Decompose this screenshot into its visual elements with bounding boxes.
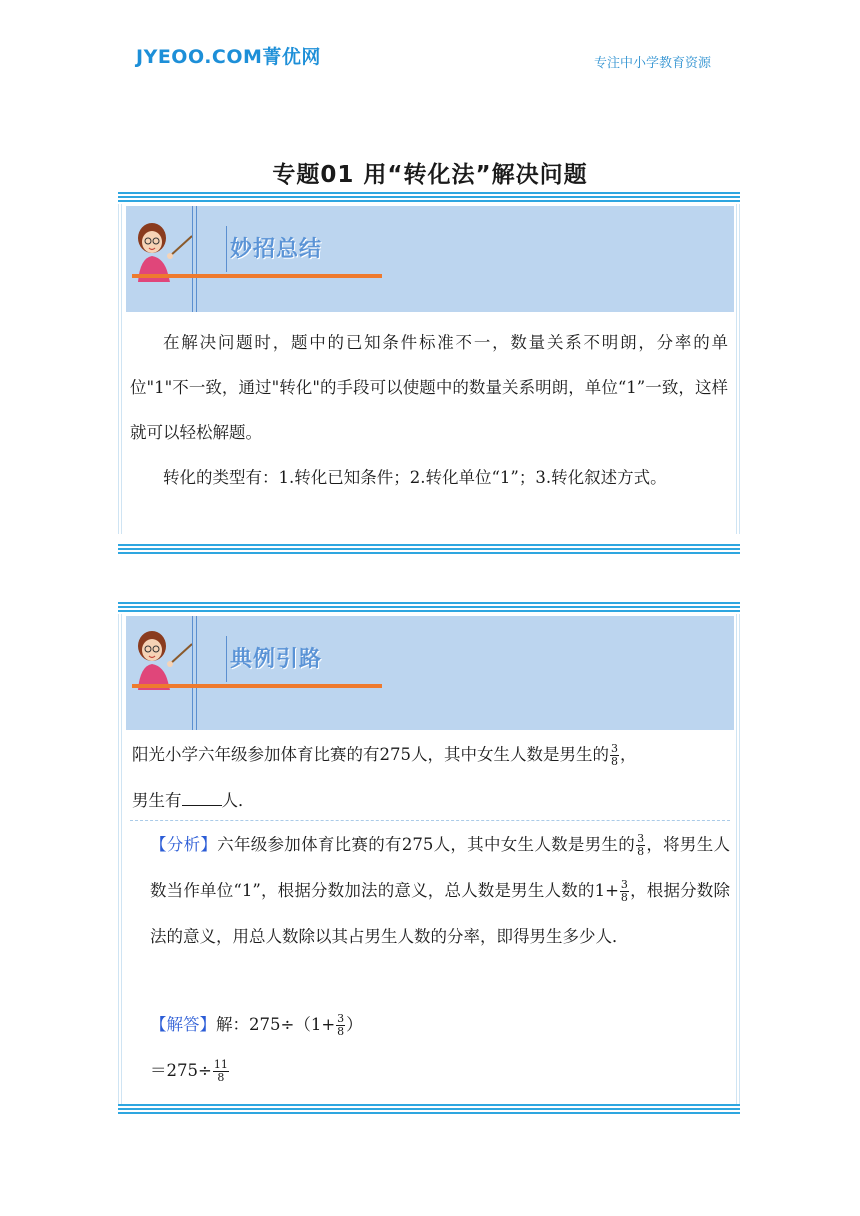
- fraction: $\frac{3}{8}$: [611, 742, 618, 768]
- site-tagline: 专注中小学教育资源: [594, 56, 712, 71]
- top-rule: [118, 602, 740, 612]
- bottom-rule: [118, 1104, 740, 1114]
- site-logo: JYEOO.COM菁优网: [136, 46, 321, 68]
- banner-underline: [132, 684, 382, 688]
- solution-line-1: 【解答】解：275÷（1+ $\frac{3}{8}$ ）: [150, 1012, 363, 1038]
- solution-line-2: ＝275÷ $\frac{11}{8}$: [150, 1058, 228, 1084]
- example-banner: [126, 616, 734, 730]
- example-card: [118, 602, 740, 1118]
- analysis-tag: 【分析】: [150, 835, 218, 854]
- banner-underline: [132, 274, 382, 278]
- example-banner-label: 典例引路: [230, 647, 323, 672]
- summary-paragraph-2: 转化的类型有：1.转化已知条件；2.转化单位“1”；3.转化叙述方式。: [163, 468, 667, 487]
- question-text: 阳光小学六年级参加体育比赛的有275人，其中女生人数是男生的 $\frac{3}{8}$ ， 男生有 人．: [132, 742, 637, 810]
- analysis-text: 【分析】六年级参加体育比赛的有275人，其中女生人数是男生的 $\frac{3}{8}$ ，将男生人数当作单位“1”，根据分数加法的意义，总人数是男生人数的1+ $\frac{3}{8}$ ，根据分数除法的意义，用总人数除以其占男生人数的分率，即得男生多少人．: [150, 832, 731, 946]
- top-rule: [118, 192, 740, 202]
- summary-card: [118, 192, 740, 558]
- bottom-rule: [118, 544, 740, 554]
- answer-tag: 【解答】: [150, 1015, 216, 1034]
- page-title: 专题01 用“转化法”解决问题: [272, 162, 588, 188]
- summary-paragraph-1: 在解决问题时，题中的已知条件标准不一，数量关系不明朗，分率的单位"1"不一致，通过"转化"的手段可以使题中的数量关系明朗，单位“1”一致，这样就可以轻松解题。: [130, 333, 728, 442]
- summary-banner-label: 妙招总结: [230, 237, 323, 262]
- divider: [130, 820, 730, 821]
- answer-blank[interactable]: [182, 791, 222, 806]
- summary-banner: [126, 206, 734, 312]
